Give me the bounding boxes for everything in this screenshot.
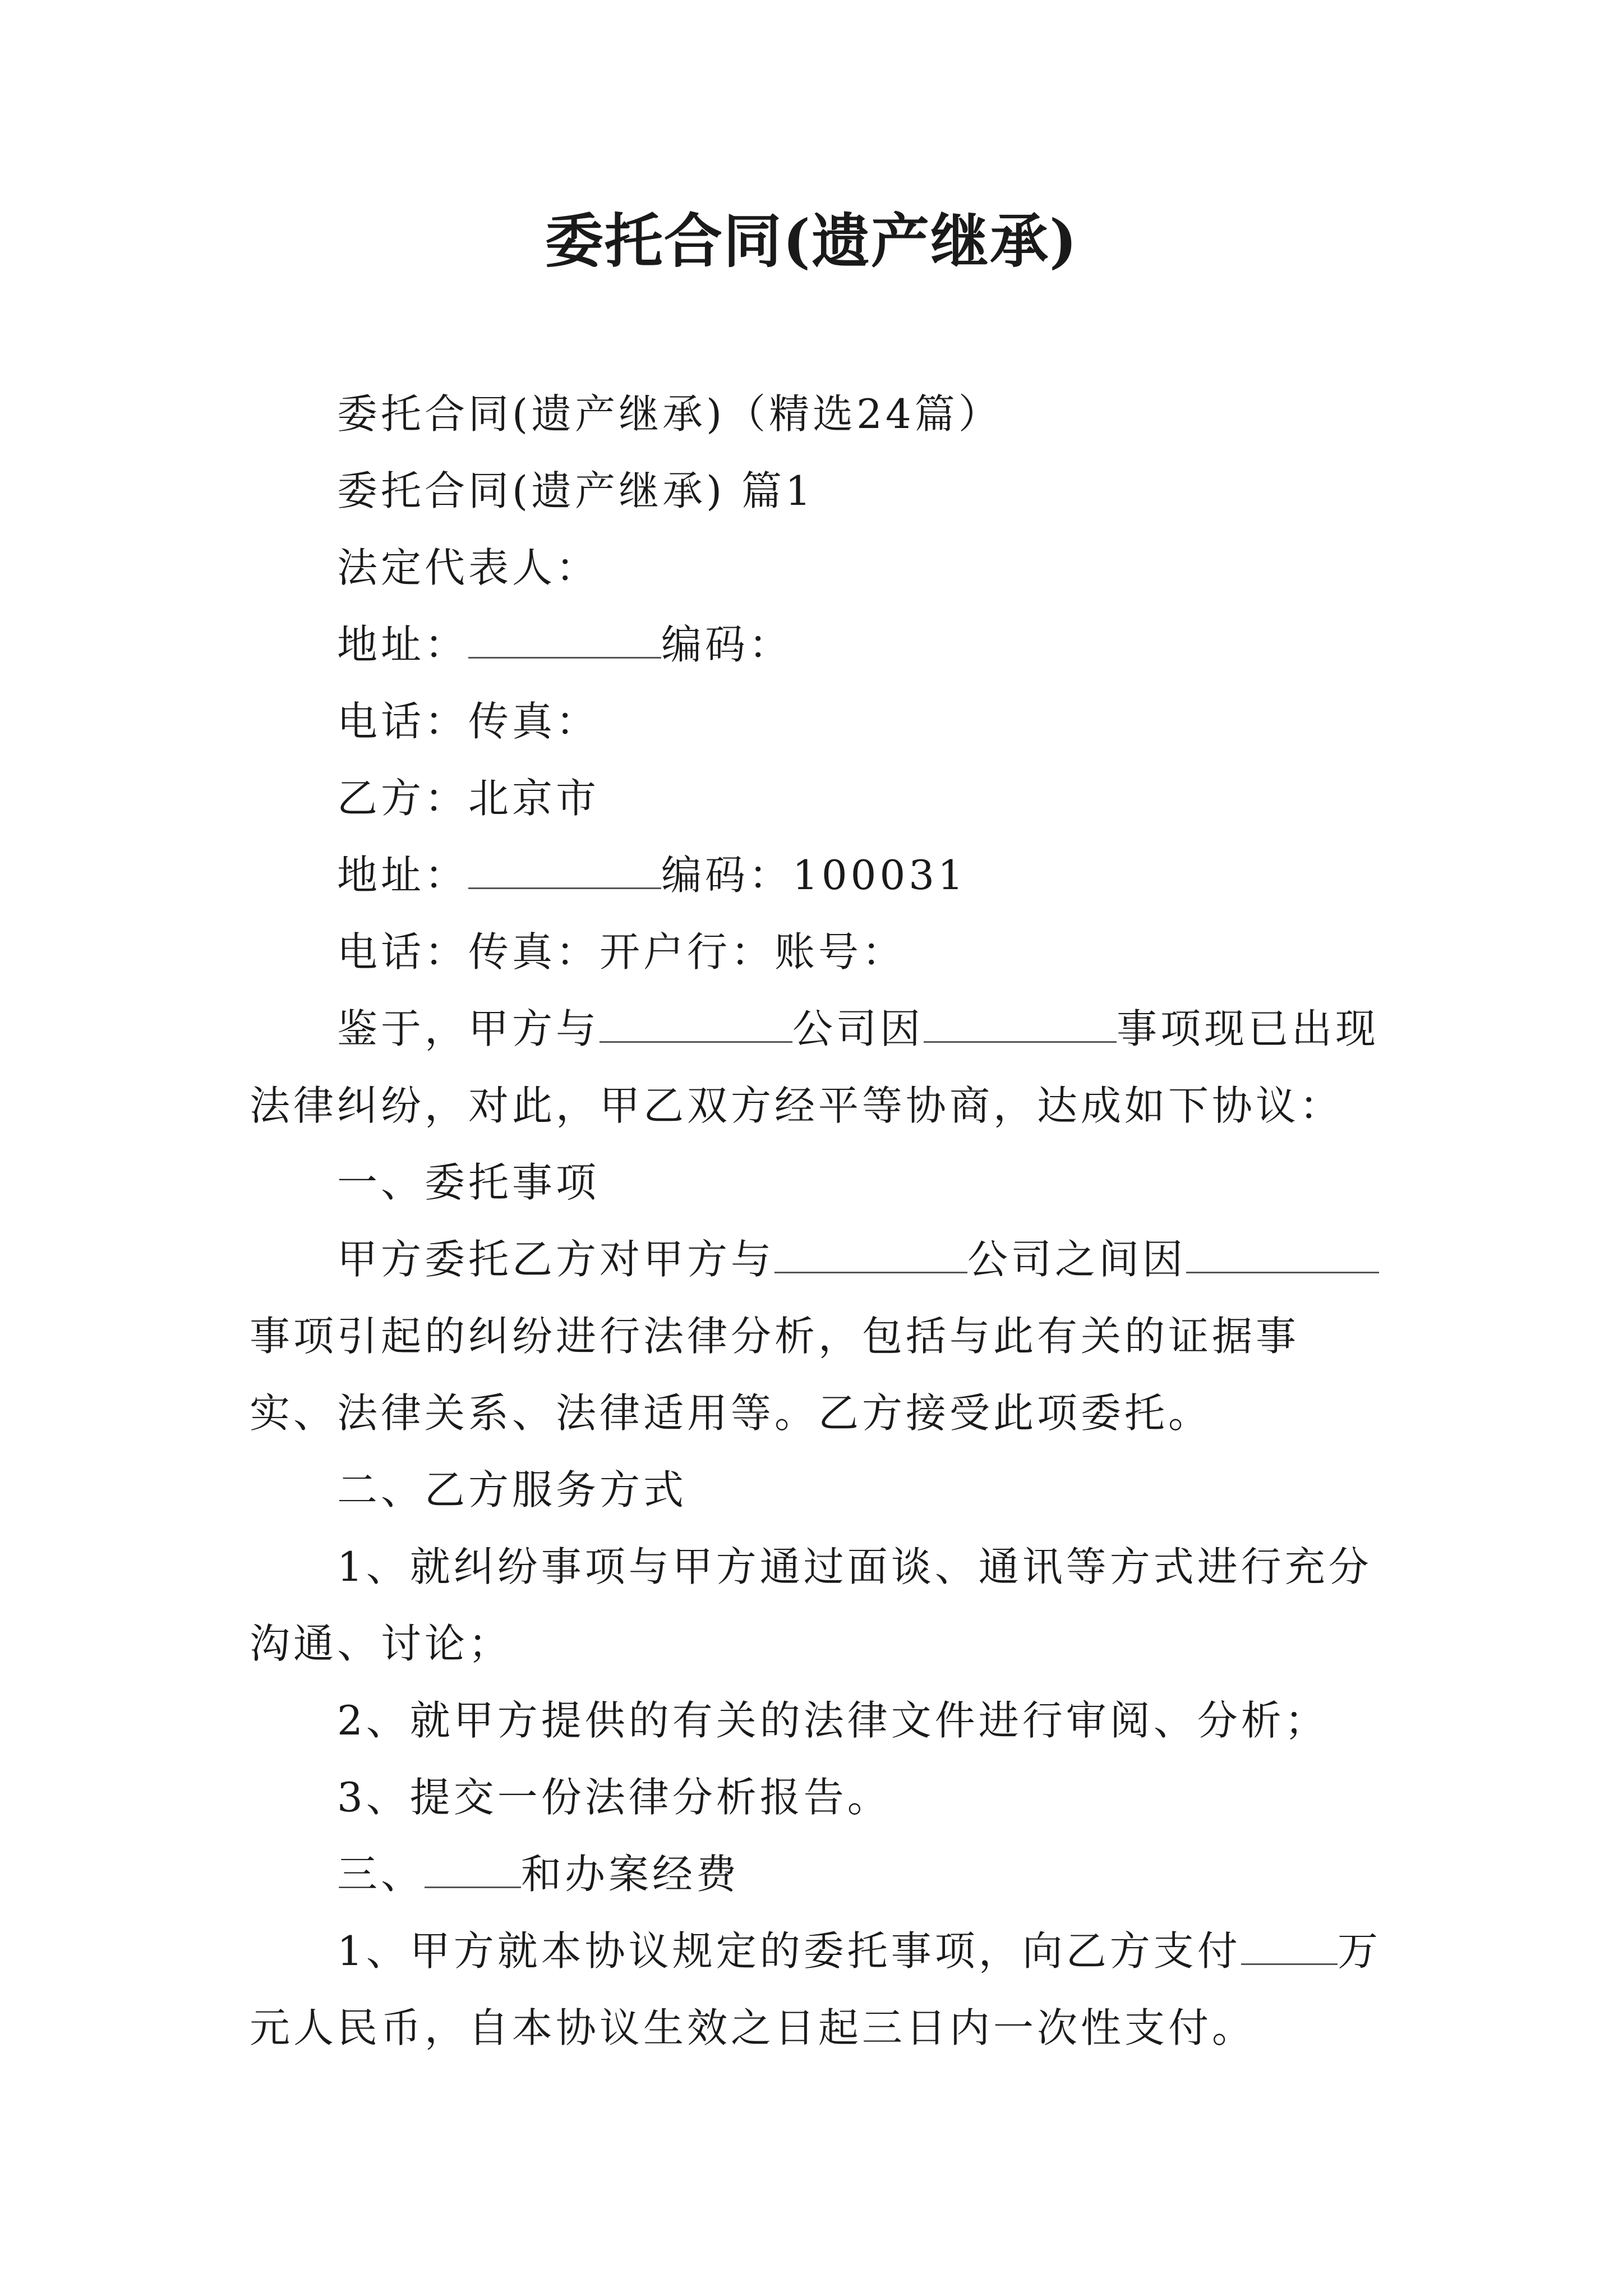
paragraph-text: 三、 xyxy=(337,1851,425,1898)
paragraph-section-3 xyxy=(250,1836,1382,1913)
paragraph-text: 地址： xyxy=(337,621,469,668)
paragraph-text: 法定代表人： xyxy=(337,544,600,591)
paragraph-text: 编码：100031 xyxy=(661,852,967,899)
paragraph-text: 鉴于，甲方与 xyxy=(337,1005,600,1052)
paragraph-legal-rep xyxy=(250,530,1382,606)
paragraph-phone-1 xyxy=(250,683,1382,760)
paragraph-party-b xyxy=(250,760,1382,837)
paragraph-address-1 xyxy=(250,606,1382,683)
paragraph-text: 委托合同(遗产继承) 篇1 xyxy=(337,467,814,514)
fill-in-blank xyxy=(468,855,661,889)
paragraph-text: 公司因 xyxy=(792,1005,924,1052)
paragraph-article-heading xyxy=(250,453,1382,530)
paragraph-item-2-2 xyxy=(250,1682,1382,1759)
paragraph-text: 事项引起的纠纷进行法律分析，包括与此有关的证据事实、法律关系、法律适用等。乙方接受此项委托。 xyxy=(250,1313,1300,1437)
paragraph-text: 电话：传真： xyxy=(337,698,600,745)
paragraph-text: 乙方：北京市 xyxy=(337,775,600,822)
paragraph-item-3-1 xyxy=(250,1913,1382,2067)
paragraph-text: 编码： xyxy=(661,621,793,668)
document-title: 委托合同(遗产继承) xyxy=(545,206,1078,275)
paragraph-text: 万元人民币，自本协议生效之日起三日内一次性支付。 xyxy=(250,1927,1381,2051)
paragraph-text: 委托合同(遗产继承)（精选24篇） xyxy=(337,390,1002,438)
paragraph-item-2-3 xyxy=(250,1759,1382,1836)
paragraph-text: 一、委托事项 xyxy=(337,1159,600,1206)
paragraph-text: 3、提交一份法律分析报告。 xyxy=(337,1774,891,1821)
paragraph-text: 电话：传真：开户行：账号： xyxy=(337,928,906,976)
paragraph-phone-2 xyxy=(250,914,1382,991)
fill-in-blank xyxy=(600,1009,792,1043)
paragraph-text: 公司之间因 xyxy=(967,1236,1187,1283)
paragraph-section-1 xyxy=(250,1144,1382,1221)
paragraph-text: 1、甲方就本协议规定的委托事项，向乙方支付 xyxy=(337,1927,1241,1975)
fill-in-blank xyxy=(425,1854,521,1888)
fill-in-blank xyxy=(1241,1931,1338,1965)
paragraph-subtitle xyxy=(250,376,1382,453)
fill-in-blank xyxy=(468,624,661,659)
paragraph-section-2 xyxy=(250,1452,1382,1529)
paragraph-whereas xyxy=(250,991,1382,1144)
document-body xyxy=(250,376,1382,2067)
fill-in-blank xyxy=(924,1009,1117,1043)
paragraph-text: 2、就甲方提供的有关的法律文件进行审阅、分析； xyxy=(337,1697,1329,1744)
fill-in-blank xyxy=(1186,1239,1379,1273)
paragraph-text: 地址： xyxy=(337,852,469,899)
paragraph-item-2-1 xyxy=(250,1529,1382,1682)
paragraph-text: 事项现已出现法律纠纷，对此，甲乙双方经平等协商，达成如下协议： xyxy=(250,1005,1380,1129)
paragraph-section-1-body xyxy=(250,1221,1382,1452)
paragraph-text: 二、乙方服务方式 xyxy=(337,1466,688,1513)
paragraph-text: 1、就纠纷事项与甲方通过面谈、通讯等方式进行充分沟通、讨论； xyxy=(250,1543,1372,1667)
fill-in-blank xyxy=(774,1239,967,1273)
paragraph-text: 和办案经费 xyxy=(521,1851,740,1898)
paragraph-text: 甲方委托乙方对甲方与 xyxy=(337,1236,775,1283)
paragraph-address-2 xyxy=(250,837,1382,914)
